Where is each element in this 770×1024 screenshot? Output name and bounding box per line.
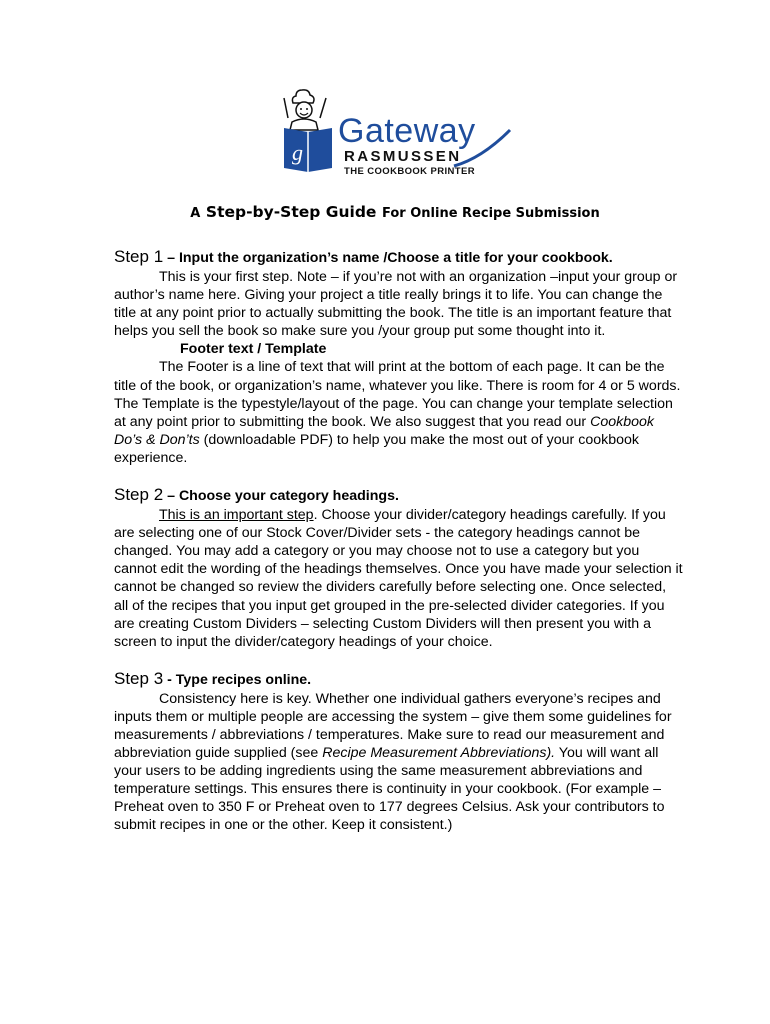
title-prefix: A [190, 206, 201, 221]
step3-text-b: You will want all your users to be adding ingredients using the same measurement abbreviations and temperature settings. This ensures there is continuity in your cookbook. (For example – Preheat oven to 350 F or Preheat oven to 177 degrees Celsius. Ask your contributors to submit recipes in one or the other. Keep it consistent.) [114, 745, 665, 834]
important-step-emphasis: This is an important step [159, 507, 314, 524]
step2-paragraph [114, 506, 684, 651]
document-title [0, 204, 770, 221]
gateway-rasmussen-logo [280, 88, 520, 183]
footer-paragraph [114, 358, 684, 467]
brand-name: Gateway [338, 112, 476, 150]
cookbook-dos-donts-reference: Cookbook Do’s & Don’ts [114, 413, 654, 448]
brand-tagline: THE COOKBOOK PRINTER [344, 166, 475, 177]
step1-title: – Input the organization’s name /Choose a title for your cookbook. [167, 250, 613, 266]
step3-heading [114, 669, 684, 690]
title-main: Step-by-Step Guide [205, 203, 377, 221]
step2-heading [114, 485, 684, 506]
document-body [114, 247, 684, 835]
step3-paragraph [114, 690, 684, 835]
step2-title: – Choose your category headings. [167, 488, 399, 505]
title-suffix: For Online Recipe Submission [382, 206, 600, 221]
step3-label: Step 3 [114, 668, 164, 688]
step1-paragraph: This is your first step. Note – if you’re not with an organization –input your group or author’s name here. Giving your project a title really brings it to life. You can change the title at any point prior to actually submitting the book. The title is an important feature that helps you sell the book so make sure you /your group put some thought into it. [114, 269, 678, 340]
recipe-measurement-reference: Recipe Measurement Abbreviations). [322, 745, 556, 762]
step1-heading [114, 247, 684, 268]
brand-subname: RASMUSSEN [344, 148, 462, 165]
step2-text: . Choose your divider/category headings carefully. If you are selecting one of our Stock Cover/Divider sets - the category headings cannot be changed. You may add a category or you may choose not to use a category but you cannot edit the wording of the headings themselves. Once you have made your selection it cannot be changed so review the dividers carefully before selecting one. Once selected, all of the recipes that you input get grouped in the pre-selected divider categories. If you are creating Custom Dividers – selecting Custom Dividers will then present you with a screen to input the divider/category headings of your choice. [114, 507, 683, 650]
footer-text-b: (downloadable PDF) to help you make the most out of your cookbook experience. [114, 431, 639, 466]
chef-book-logo-icon [280, 88, 344, 174]
step2-label: Step 2 [114, 485, 164, 505]
step1-label: Step 1 [114, 247, 164, 266]
step3-title: - Type recipes online. [167, 671, 312, 688]
svg-text:g: g [292, 140, 303, 165]
footer-template-heading: Footer text / Template [180, 341, 327, 358]
footer-text-a: The Footer is a line of text that will print at the bottom of each page. It can be the title of the book, or organization’s name, whatever you like. There is room for 4 or 5 words. The Template is the typestyle/layout of the page. You can change your template selection at any point prior to submitting the book. We also suggest that you read our [114, 359, 681, 430]
step3-text-a: Consistency here is key. Whether one individual gathers everyone’s recipes and inputs them or multiple people are accessing the system – give them some guidelines for measurements / abbreviations / temperatures. Make sure to read our measurement and abbreviation guide supplied (see [114, 690, 672, 762]
